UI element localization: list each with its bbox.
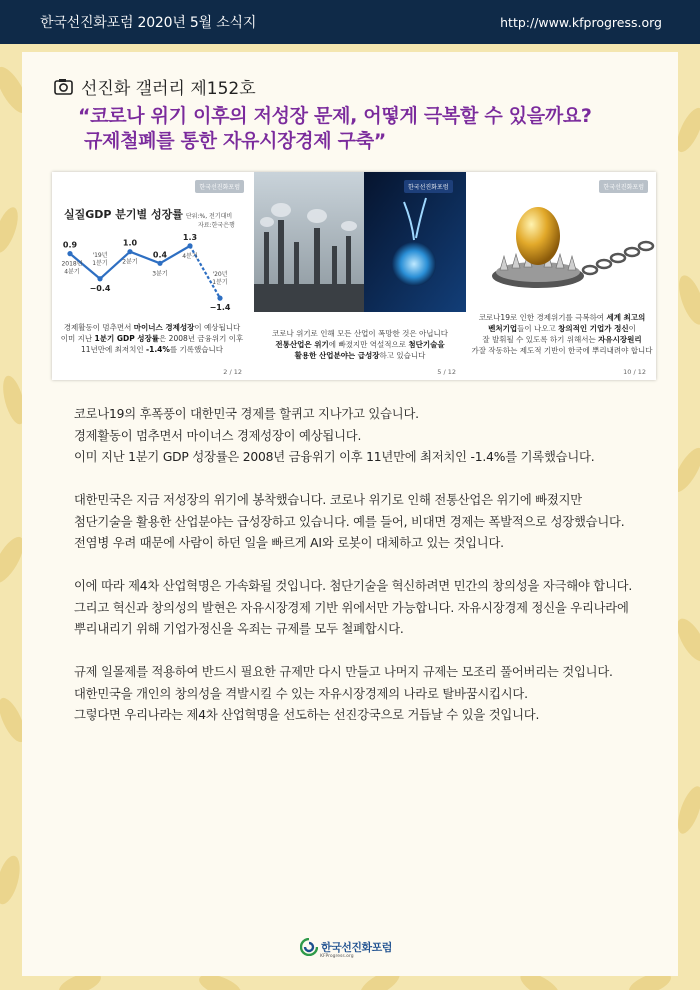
chart-category-label: 4분기 [64, 268, 80, 276]
chart-category-label: 1분기 [212, 279, 228, 287]
gallery-card-golden-egg[interactable] [468, 172, 656, 380]
chart-value-label: −0.4 [89, 283, 111, 293]
footer-logo-subtext: KFProgress.org [320, 954, 354, 959]
chart-category-label: '19년 [92, 251, 108, 259]
chart-point [157, 261, 162, 266]
gallery-heading [54, 74, 256, 99]
chart-value-label: 1.0 [122, 238, 138, 248]
chart-title-text: 실질GDP 분기별 성장률 [64, 208, 183, 221]
caption-segment: 자유시장원리 [598, 335, 642, 344]
card-caption [52, 322, 252, 355]
body-line: 규제 일몰제를 적용하여 반드시 필요한 규제만 다시 만들고 나머지 규제는 모조리 풀어버리는 것입니다. [74, 665, 613, 679]
caption-segment: 하고 있습니다 [379, 351, 426, 360]
card-watermark: 한국선진화포럼 [195, 180, 244, 193]
chart-category-label: 4분기 [182, 252, 198, 260]
body-line: 전염병 우려 때문에 사람이 하던 일을 빠르게 AI와 로봇이 대체하고 있는 것입니다. [74, 536, 504, 550]
body-paragraph [74, 576, 654, 641]
chart-source: 자료:한국은행 [198, 222, 235, 229]
newsletter-header [0, 0, 700, 44]
caption-segment: 1분기 GDP 성장률 [94, 334, 160, 343]
chart-value-label: −1.4 [209, 303, 231, 313]
card-page-number: 10 / 12 [623, 368, 646, 376]
body-line: 뿌리내리기 위해 기업가정신을 옥죄는 규제를 모두 철폐합시다. [74, 622, 404, 636]
body-line: 경제활동이 멈추면서 마이너스 경제성장이 예상됩니다. [74, 428, 362, 443]
gdp-line-chart [52, 224, 252, 324]
card-watermark: 한국선진화포럼 [404, 180, 453, 193]
caption-segment: 경제활동이 멈추면서 [63, 323, 134, 332]
body-line: 코로나19의 후폭풍이 대한민국 경제를 할퀴고 지나가고 있습니다. [74, 407, 419, 421]
caption-segment: 들이 나오고 [517, 324, 559, 333]
forum-logo-icon [300, 938, 318, 956]
caption-segment: 잘 작동하는 제도적 기반이 한국에 뿌리내려야 합니다 [478, 346, 653, 355]
article-body [74, 404, 654, 748]
camera-icon [54, 78, 73, 95]
industry-digital-earth-image [254, 172, 466, 312]
caption-segment: -1.4% [146, 345, 170, 354]
caption-segment: 첨단기술을 [408, 340, 445, 349]
gallery-card-industry[interactable] [254, 172, 466, 380]
chart-value-label: 1.3 [182, 232, 198, 242]
gallery-card-gdp-chart[interactable] [52, 172, 252, 380]
chart-point [97, 276, 102, 281]
caption-segment: 를 기록했습니다 [169, 345, 224, 354]
chart-value-label: 0.9 [62, 240, 78, 250]
body-line: 첨단기술을 활용한 산업분야는 급성장하고 있습니다. 예를 들어, 비대면 경제는 폭발적으로 성장했습니다. [74, 514, 625, 529]
body-line: 그리고 혁신과 창의성의 발현은 자유시장경제 기반 위에서만 가능합니다. 자유시장경제 정신을 우리나라에 [74, 600, 629, 615]
caption-segment: 은 2008년 금융위기 이후 [159, 334, 244, 343]
caption-segment: 이 예상됩니다 [194, 323, 241, 332]
body-line: 이미 지난 1분기 GDP 성장률은 2008년 금융위기 이후 11년만에 최저치인 -1.4%를 기록했습니다. [74, 450, 595, 464]
card-watermark: 한국선진화포럼 [599, 180, 648, 193]
caption-segment: 세계 최고의 [606, 313, 646, 322]
caption-segment: 11년만에 최저치인 [80, 345, 146, 354]
caption-segment: 활용한 산업분야는 급성장 [294, 351, 380, 360]
chart-category-label: 2분기 [122, 258, 138, 266]
caption-segment: 전통산업은 위기 [275, 340, 329, 349]
gallery-issue-label: 선진화 갤러리 제152호 [81, 79, 256, 99]
headline-line-1: “코로나 위기 이후의 저성장 문제, 어떻게 극복할 수 있을까요? [78, 105, 592, 127]
card-caption [468, 312, 656, 356]
body-line: 그렇다면 우리나라는 제4차 산업혁명을 선도하는 선진강국으로 거듭날 수 있을 것입니다. [74, 708, 540, 722]
website-url[interactable]: http://www.kfprogress.org [500, 14, 662, 30]
chart-point [127, 249, 132, 254]
chart-category-label: 3분기 [152, 270, 168, 278]
newsletter-title: 한국선진화포럼 2020년 5월 소식지 [40, 15, 257, 31]
article-headline [78, 104, 592, 154]
body-line: 이에 따라 제4차 산업혁명은 가속화될 것입니다. 첨단기술을 혁신하려면 민간의 창의성을 자극해야 합니다. [74, 579, 633, 593]
caption-segment: 이미 지난 [60, 334, 95, 343]
chart-value-label: 0.4 [152, 250, 168, 260]
body-paragraph [74, 490, 654, 555]
caption-segment: 창의적인 기업가 정신 [558, 324, 629, 333]
caption-segment: 코로나19로 인한 경제위기를 극복하여 [478, 313, 607, 322]
footer-logo-text: 한국선진화포럼 [321, 941, 392, 954]
caption-segment: 가 [471, 346, 479, 355]
chart-category-label: 1분기 [92, 259, 108, 267]
chart-point [187, 243, 192, 248]
card-page-number: 2 / 12 [223, 368, 242, 376]
body-paragraph [74, 662, 654, 727]
chart-point [217, 296, 222, 301]
chart-unit: 단위:%, 전기대비 [185, 213, 233, 220]
caption-segment: 에 빠졌지만 역설적으로 [328, 340, 409, 349]
body-line: 대한민국을 개인의 창의성을 격발시킬 수 있는 자유시장경제의 나라로 탈바꿈시킵시다. [74, 686, 528, 701]
footer-logo [300, 938, 392, 959]
caption-segment: 마이너스 경제성장 [133, 323, 195, 332]
body-line: 대한민국은 지금 저성장의 위기에 봉착했습니다. 코로나 위기로 인해 전통산업은 위기에 빠졌지만 [74, 493, 582, 507]
headline-line-2: 규제철폐를 통한 자유시장경제 구축” [84, 130, 386, 152]
caption-segment: 이 [628, 324, 636, 333]
caption-segment: 벤처기업 [488, 324, 518, 333]
card-page-number: 5 / 12 [437, 368, 456, 376]
caption-segment: 잘 발휘될 수 있도록 하기 위해서는 [482, 335, 599, 344]
chart-category-label: 2018년 [61, 260, 83, 268]
gallery-photo-strip [52, 172, 656, 380]
body-paragraph [74, 404, 654, 469]
chart-category-label: '20년 [212, 271, 228, 279]
chart-point [67, 251, 72, 256]
caption-segment: 코로나 위기로 인해 모든 산업이 폭망한 것은 아닙니다 [271, 329, 449, 338]
card-caption [254, 328, 466, 361]
